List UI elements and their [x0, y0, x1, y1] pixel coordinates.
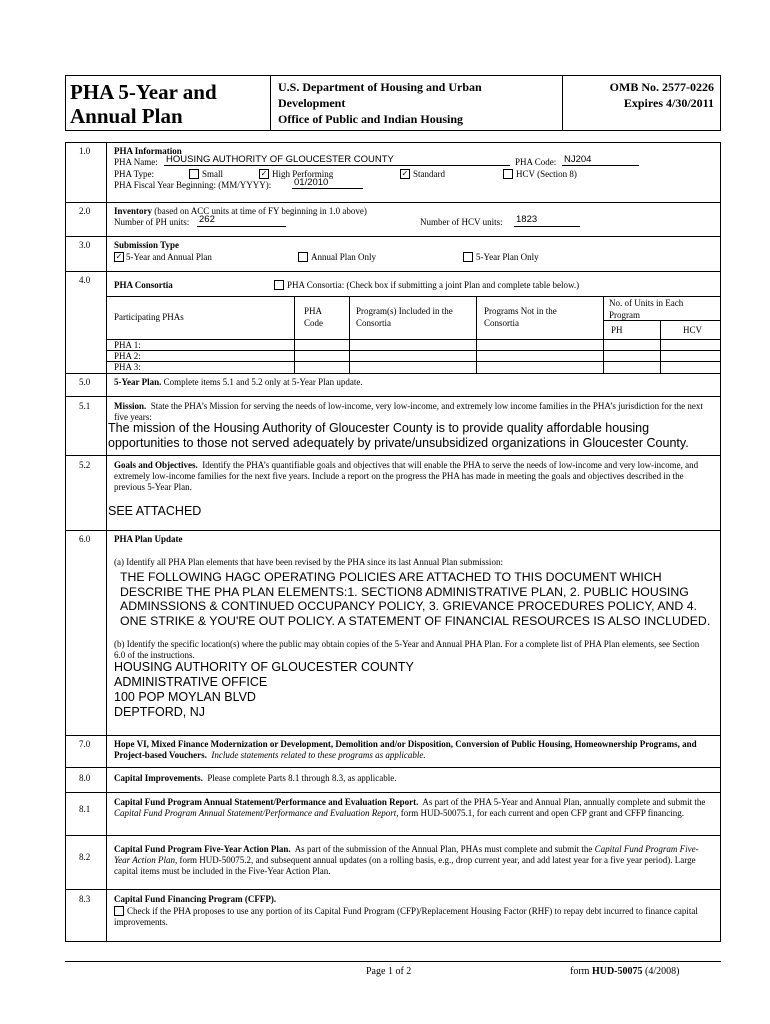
omb-number: OMB No. 2577-0226: [609, 80, 714, 94]
omb-expiration: Expires 4/30/2011: [623, 96, 714, 110]
hcv-label: HCV (Section 8): [516, 169, 577, 179]
annual-only-label: Annual Plan Only: [311, 252, 376, 262]
column-header: Program: [609, 310, 640, 320]
cffp-text: Check if the PHA proposes to use any portion of its Capital Fund Program (CFP)/Replacement Housing Factor (RHF) to repay debt incurred to finance capital improvements.: [114, 906, 698, 927]
table-row: PHA 3:: [114, 362, 141, 372]
five-year-only-checkbox[interactable]: [463, 252, 473, 262]
goals-instructions: Goals and Objectives. Identify the PHA’s quantifiable goals and objectives that will enable the PHA to serve the needs of low-income and very low-income, and extremely low-income families for the next five years. Include a report on the progress the PHA has made in meeting the goals and objectives described in the previous 5-Year Plan.: [114, 460, 699, 492]
annual-only-checkbox[interactable]: [298, 252, 308, 262]
section-heading: PHA Consortia: [114, 280, 173, 290]
form-title: PHA 5-Year and Annual Plan: [70, 80, 217, 128]
goals-answer[interactable]: SEE ATTACHED: [108, 504, 202, 518]
location-line[interactable]: HOUSING AUTHORITY OF GLOUCESTER COUNTY: [114, 660, 414, 674]
section-number: 5.1: [79, 401, 91, 411]
section-heading: 5-Year Plan. Complete items 5.1 and 5.2 only at 5-Year Plan update.: [114, 377, 363, 387]
section-number: 3.0: [79, 240, 91, 250]
standard-label: Standard: [413, 169, 445, 179]
plan-update-instructions-a: (a) Identify all PHA Plan elements that have been revised by the PHA since its last Annual Plan submission:: [114, 557, 503, 567]
high-performing-checkbox[interactable]: ✓: [260, 169, 268, 178]
section-number: 2.0: [79, 206, 91, 216]
five-year-annual-label: 5-Year and Annual Plan: [126, 252, 212, 262]
section-number: 5.2: [79, 460, 91, 470]
section-heading: Submission Type: [114, 240, 179, 250]
hcv-units-label: Number of HCV units:: [420, 217, 503, 227]
small-label: Small: [202, 169, 224, 179]
high-performing-label: High Performing: [272, 169, 334, 179]
small-checkbox[interactable]: [189, 169, 199, 179]
section-number: 7.0: [79, 739, 91, 749]
section-number: 8.3: [79, 894, 91, 904]
pha-code-field[interactable]: NJ204: [564, 154, 592, 165]
ph-units-label: Number of PH units:: [114, 217, 190, 227]
column-header: Program(s) Included in the: [356, 306, 453, 316]
section-heading: PHA Information: [114, 146, 182, 156]
five-year-annual-checkbox[interactable]: ✓: [115, 252, 123, 261]
column-header: Code: [304, 318, 323, 328]
department-line-1: U.S. Department of Housing and Urban: [278, 80, 482, 94]
section-heading: PHA Plan Update: [114, 534, 183, 544]
column-header: Consortia: [356, 318, 391, 328]
section-heading: Hope VI, Mixed Finance Modernization or Development, Demolition and/or Disposition, Conversion of Public Housing, Homeownership Programs, and Project-based Vouchers. Include statements related to these programs as applicable.: [114, 739, 697, 760]
column-header: No. of Units in Each: [609, 298, 684, 308]
pha-type-label: PHA Type:: [114, 169, 154, 179]
column-header: PH: [611, 325, 623, 335]
department-line-3: Office of Public and Indian Housing: [278, 112, 464, 126]
pha-code-label: PHA Code:: [515, 157, 557, 167]
section-text: Capital Fund Program Annual Statement/Performance and Evaluation Report. As part of the PHA 5-Year and Annual Plan, annually complete and submit the Capital Fund Program Annual Statement/Performance and Evaluation Report, form HUD-50075.1, for each current and open CFP grant and CFFP financing.: [114, 797, 706, 818]
location-line[interactable]: 100 POP MOYLAN BLVD: [114, 690, 256, 704]
plan-elements-answer[interactable]: THE FOLLOWING HAGC OPERATING POLICIES ARE ATTACHED TO THIS DOCUMENT WHICH DESCRIBE THE PHA PLAN ELEMENTS:1. SECTION8 ADMINISTRATIVE PLAN, 2. PUBLIC HOUSING ADMINSSIONS & CONTINUED OCCUPANCY POLICY, 3. GRIEVANCE PROCEDURES POLICY, AND 4. ONE STRIKE & YOU'RE OUT POLICY. A STATEMENT OF FINANCIAL RESOURCES IS ALSO INCLUDED.: [120, 570, 711, 628]
consortia-checkbox[interactable]: [274, 280, 284, 290]
column-header: Participating PHAs: [114, 312, 184, 322]
mission-answer[interactable]: The mission of the Housing Authority of Gloucester County is to provide quality affordable housing opportunities to those not served adequately by private/unsubsidized organizations in Gloucester County.: [108, 421, 689, 450]
section-number: 5.0: [79, 377, 91, 387]
section-number: 1.0: [79, 146, 91, 156]
section-number: 8.1: [79, 804, 91, 814]
table-row: PHA 1:: [114, 340, 141, 350]
page-number: Page 1 of 2: [366, 966, 412, 977]
section-number: 4.0: [79, 275, 91, 285]
hcv-units-field[interactable]: 1823: [516, 214, 538, 225]
hcv-checkbox[interactable]: [503, 169, 513, 179]
column-header: Consortia: [484, 318, 519, 328]
fiscal-year-label: PHA Fiscal Year Beginning: (MM/YYYY):: [114, 180, 272, 190]
fiscal-year-field[interactable]: 01/2010: [294, 177, 329, 188]
mission-instructions: Mission. State the PHA’s Mission for serving the needs of low-income, very low-income, and extremely low income families in the PHA’s jurisdiction for the next five years:: [114, 401, 703, 422]
column-header: PHA: [304, 306, 323, 316]
section-text: Capital Fund Program Five-Year Action Plan. As part of the submission of the Annual Plan, PHAs must complete and submit the Capital Fund Program Five-Year Action Plan, form HUD-50075.2, and subsequent annual updates (on a rolling basis, e.g., drop current year, and add latest year for a five year period). Large capital items must be included in the Five-Year Action Plan.: [114, 844, 699, 876]
section-heading: Capital Fund Financing Program (CFFP).: [114, 894, 277, 904]
plan-update-instructions-b: (b) Identify the specific location(s) where the public may obtain copies of the 5-Year and Annual PHA Plan. For a complete list of PHA Plan elements, see Section 6.0 of the instructions.: [114, 639, 700, 660]
table-row: PHA 2:: [114, 351, 141, 361]
section-heading: Capital Improvements. Please complete Parts 8.1 through 8.3, as applicable.: [114, 773, 397, 783]
location-line[interactable]: ADMINISTRATIVE OFFICE: [114, 675, 268, 689]
location-line[interactable]: DEPTFORD, NJ: [114, 705, 205, 719]
ph-units-field[interactable]: 262: [199, 214, 215, 225]
section-number: 8.2: [79, 852, 91, 862]
consortia-label: PHA Consortia: (Check box if submitting a joint Plan and complete table below.): [287, 280, 580, 290]
column-header: Programs Not in the: [484, 306, 557, 316]
form-number: form HUD-50075 (4/2008): [570, 966, 680, 977]
five-year-only-label: 5-Year Plan Only: [476, 252, 539, 262]
department-line-2: Development: [278, 96, 346, 110]
section-number: 6.0: [79, 534, 91, 544]
section-number: 8.0: [79, 773, 91, 783]
standard-checkbox[interactable]: ✓: [401, 169, 409, 178]
column-header: HCV: [683, 325, 703, 335]
section-heading: Inventory (based on ACC units at time of FY beginning in 1.0 above): [114, 206, 367, 216]
pha-name-field[interactable]: HOUSING AUTHORITY OF GLOUCESTER COUNTY: [166, 154, 394, 165]
pha-name-label: PHA Name:: [114, 157, 158, 167]
